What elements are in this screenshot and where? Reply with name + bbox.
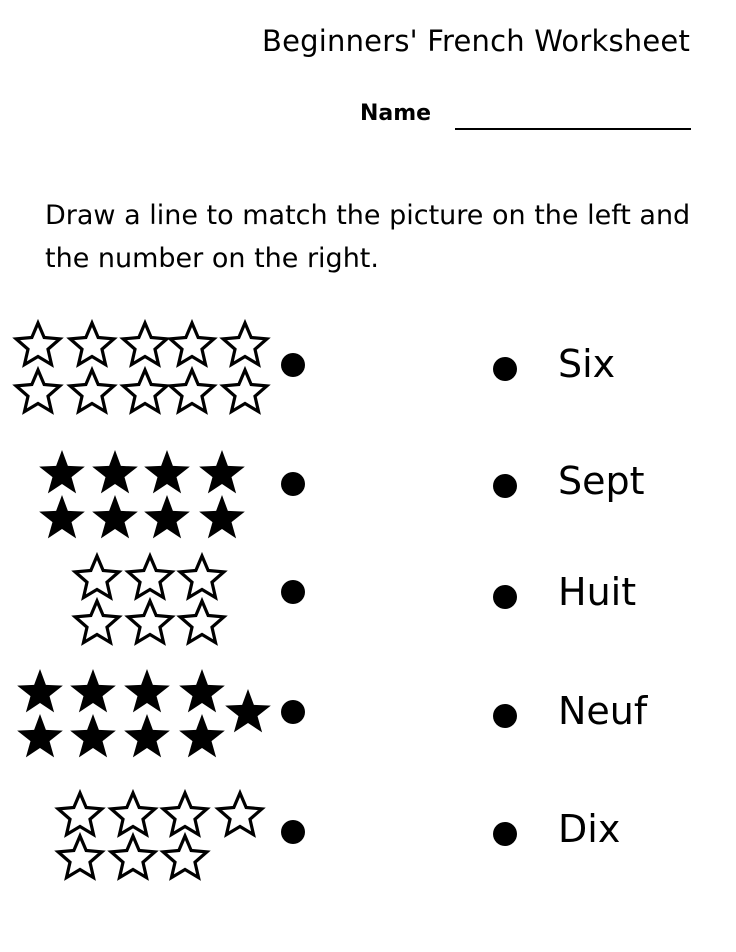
outline-star-icon	[124, 597, 176, 647]
filled-star-icon	[14, 711, 66, 761]
outline-star-icon	[66, 319, 118, 369]
outline-star-icon	[124, 552, 176, 602]
number-word-six: Six	[558, 342, 616, 386]
outline-star-icon	[166, 366, 218, 416]
outline-star-icon	[214, 789, 266, 839]
number-word-huit: Huit	[558, 570, 637, 614]
outline-star-icon	[219, 319, 271, 369]
filled-star-icon	[67, 666, 119, 716]
left-match-dot[interactable]	[281, 353, 305, 377]
outline-star-icon	[176, 552, 228, 602]
instructions: Draw a line to match the picture on the left and the number on the right.	[45, 200, 691, 274]
outline-star-icon	[166, 319, 218, 369]
filled-star-icon	[176, 666, 228, 716]
outline-star-icon	[119, 319, 171, 369]
outline-star-icon	[54, 832, 106, 882]
right-match-dot[interactable]	[493, 822, 517, 846]
filled-star-icon	[14, 666, 66, 716]
right-match-dot[interactable]	[493, 474, 517, 498]
outline-star-icon	[219, 366, 271, 416]
outline-star-icon	[66, 366, 118, 416]
filled-star-icon	[89, 447, 141, 497]
outline-star-icon	[12, 366, 64, 416]
number-word-sept: Sept	[558, 459, 645, 503]
outline-star-icon	[119, 366, 171, 416]
filled-star-icon	[121, 711, 173, 761]
outline-star-icon	[71, 552, 123, 602]
right-match-dot[interactable]	[493, 357, 517, 381]
right-match-dot[interactable]	[493, 704, 517, 728]
filled-star-icon	[89, 492, 141, 542]
left-match-dot[interactable]	[281, 580, 305, 604]
left-match-dot[interactable]	[281, 472, 305, 496]
filled-star-icon	[141, 492, 193, 542]
worksheet-title: Beginners' French Worksheet	[262, 24, 691, 58]
outline-star-icon	[176, 597, 228, 647]
filled-star-icon	[36, 447, 88, 497]
outline-star-icon	[12, 319, 64, 369]
filled-star-icon	[141, 447, 193, 497]
right-match-dot[interactable]	[493, 585, 517, 609]
filled-star-icon	[67, 711, 119, 761]
number-word-dix: Dix	[558, 807, 621, 851]
filled-star-icon	[36, 492, 88, 542]
name-label: Name	[360, 101, 432, 126]
left-match-dot[interactable]	[281, 820, 305, 844]
outline-star-icon	[71, 597, 123, 647]
filled-star-icon	[222, 686, 274, 736]
filled-star-icon	[196, 492, 248, 542]
outline-star-icon	[159, 832, 211, 882]
filled-star-icon	[196, 447, 248, 497]
filled-star-icon	[121, 666, 173, 716]
filled-star-icon	[176, 711, 228, 761]
number-word-neuf: Neuf	[558, 689, 648, 733]
left-match-dot[interactable]	[281, 700, 305, 724]
name-input-line[interactable]	[455, 128, 691, 130]
outline-star-icon	[107, 832, 159, 882]
